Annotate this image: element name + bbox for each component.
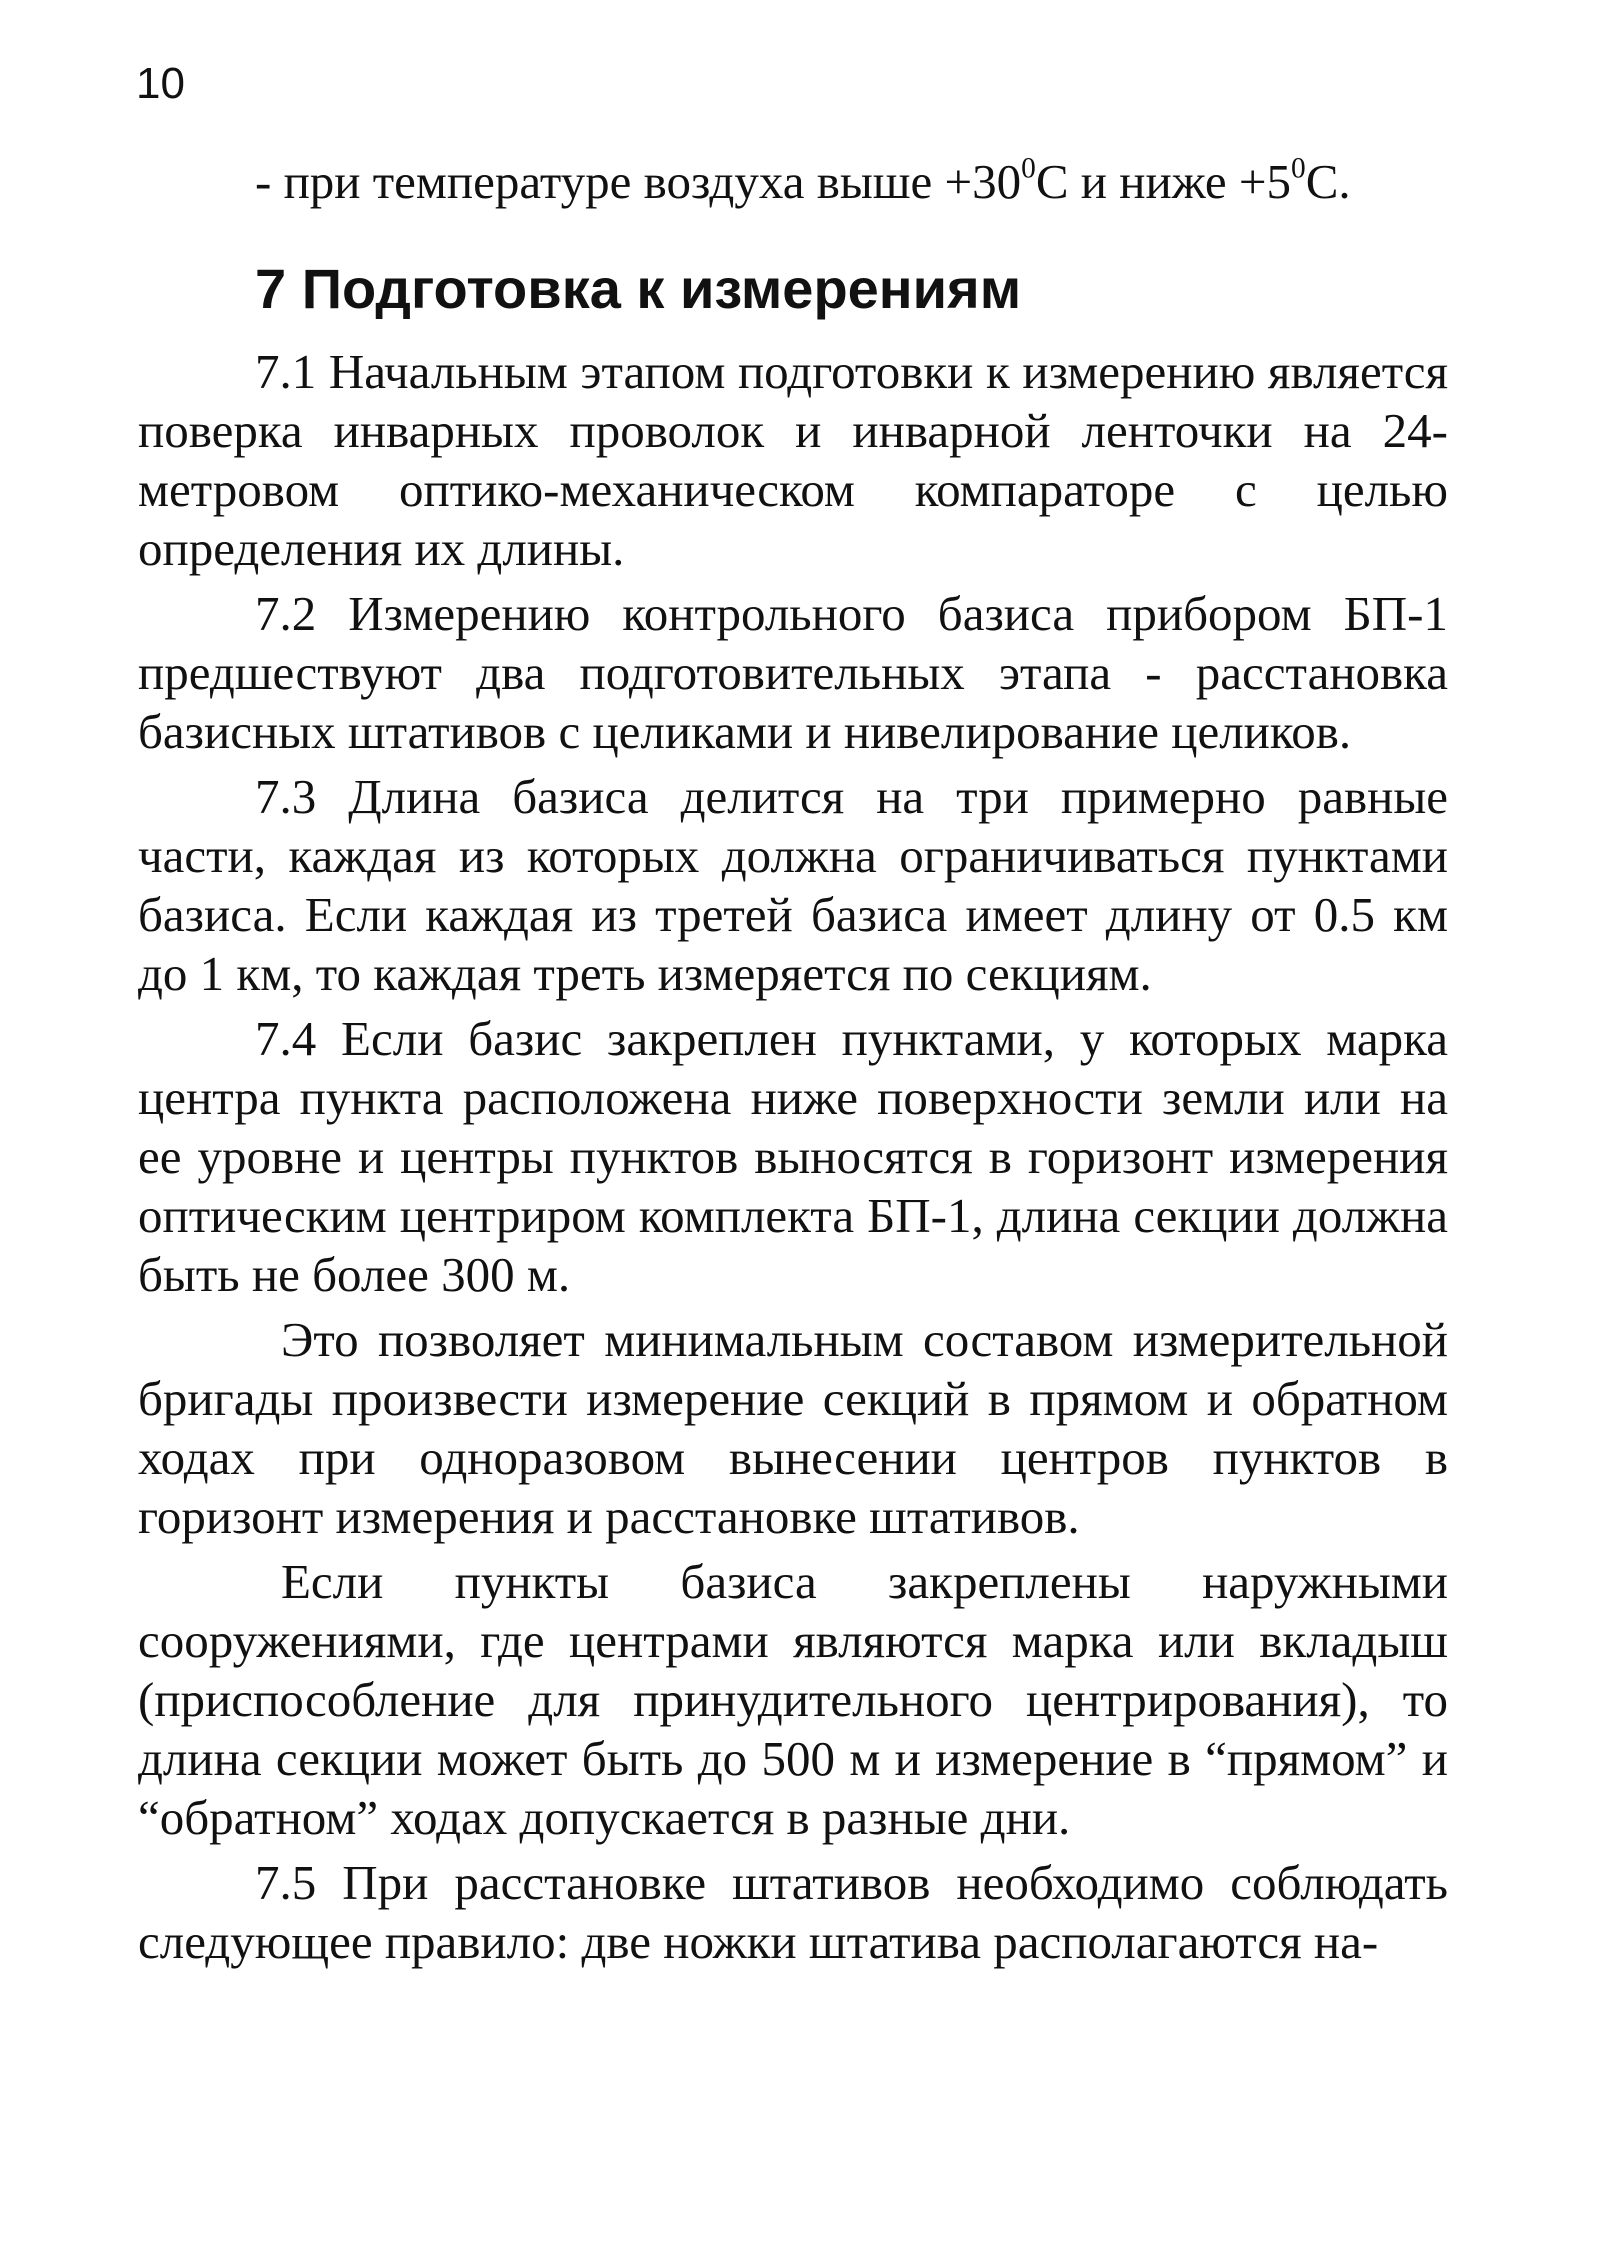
intro-middle: С и ниже +5 — [1035, 154, 1292, 209]
paragraph-7-3: 7.3 Длина базиса делится на три примерно равные части, каждая из которых должна ограничиваться пунктами базиса. Если каждая из третей базиса имеет длину от 0.5 км до 1 км, то каждая треть измеряется по секциям. — [138, 769, 1448, 1001]
paragraph-brigade: Это позволяет минимальным составом измерительной бригады произвести измерение секций в прямом и обратном ходах при одноразовом вынесении центров пунктов в горизонт измерения и расстановке штативов. — [138, 1312, 1448, 1544]
paragraph-7-1: 7.1 Начальным этапом подготовки к измерению является поверка инварных проволок и инварной ленточки на 24-метровом оптико-механическом компараторе с целью определения их длины. — [138, 344, 1448, 576]
paragraph-structures: Если пункты базиса закреплены наружными сооружениями, где центрами являются марка или вкладыш (приспособление для принудительного центрирования), то длина секции может быть до 500 м и измерение в “прямом” и “обратном” ходах допускается в разные дни. — [138, 1554, 1448, 1845]
paragraph-7-2: 7.2 Измерению контрольного базиса прибором БП-1 предшествуют два подготовительных этапа - расстановка базисных штативов с целиками и нивелирование целиков. — [138, 586, 1448, 759]
degree-superscript-2: 0 — [1291, 152, 1306, 185]
intro-prefix: - при температуре воздуха выше +30 — [255, 154, 1022, 209]
paragraph-7-5: 7.5 При расстановке штативов необходимо соблюдать следующее правило: две ножки штатива располагаются на- — [138, 1855, 1448, 1969]
page-number: 10 — [136, 59, 185, 108]
section-heading: 7 Подготовка к измерениям — [255, 257, 1022, 320]
intro-line — [138, 152, 1448, 211]
paragraph-7-4: 7.4 Если базис закреплен пунктами, у которых марка центра пункта расположена ниже поверхности земли или на ее уровне и центры пунктов выносятся в горизонт измерения оптическим центриром комплекта БП-1, длина секции должна быть не более 300 м. — [138, 1011, 1448, 1302]
intro-suffix: С. — [1305, 154, 1351, 209]
body-text — [138, 342, 1448, 1977]
degree-superscript-1: 0 — [1021, 152, 1036, 185]
